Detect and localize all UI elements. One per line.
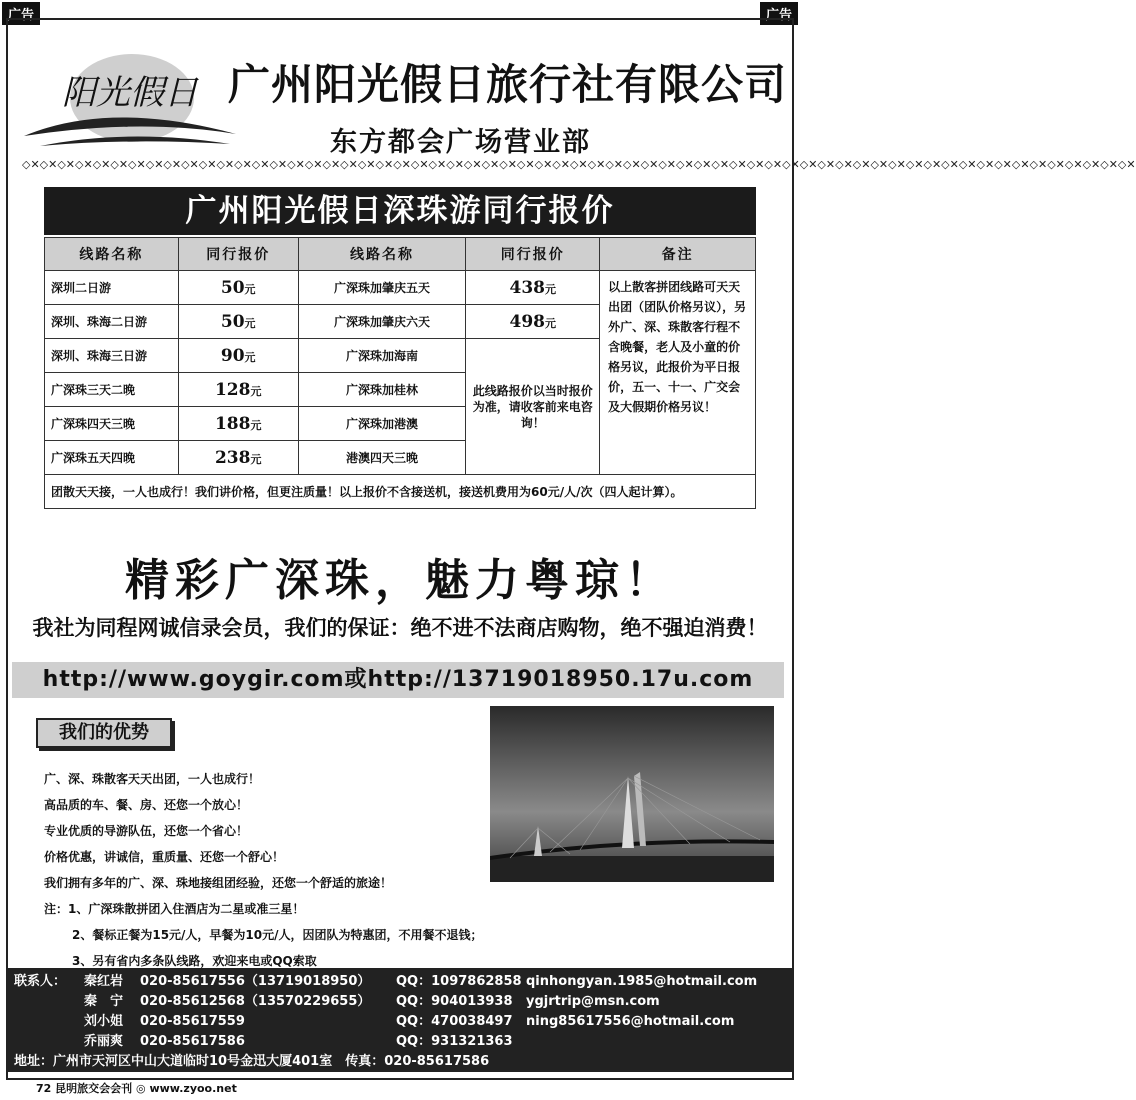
route-price: 90元 <box>178 339 298 373</box>
list-item: 广、深、珠散客天天出团，一人也成行！ <box>44 772 261 786</box>
table-row <box>45 271 756 305</box>
header-route-name: 线路名称 <box>45 238 179 271</box>
route-name: 广深珠五天四晚 <box>45 441 179 475</box>
advantages-title: 我们的优势 <box>36 718 172 748</box>
ad-tag-right: 广告 <box>760 2 798 25</box>
remark-cell: 以上散客拼团线路可天天出团（团队价格另议），另外广、深、珠散客行程不含晚餐，老人及小童的价格另议，此报价为平日报价，五一、十一、广交会及大假期价格另议！ <box>600 271 756 475</box>
contact-qq: QQ：1097862858 <box>396 974 522 989</box>
consult-note-cell: 此线路报价以当时报价为准，请收客前来电咨询！ <box>466 339 600 475</box>
route-name: 深圳二日游 <box>45 271 179 305</box>
price-table-title: 广州阳光假日深珠游同行报价 <box>44 187 756 235</box>
advantages-list <box>44 766 494 974</box>
contact-row <box>14 1032 786 1052</box>
promise-statement: 我社为同程网诚信录会员，我们的保证：绝不进不法商店购物，绝不强迫消费！ <box>32 616 768 640</box>
header-price: 同行报价 <box>178 238 298 271</box>
header-price-2: 同行报价 <box>466 238 600 271</box>
route-price: 438元 <box>466 271 600 305</box>
note-item: 注：1、广深珠散拼团入住酒店为二星或准三星！ <box>44 902 305 916</box>
contact-name: 刘小姐 <box>84 1014 124 1029</box>
contact-phone: 020-85617556（13719018950） <box>140 974 371 989</box>
list-item: 价格优惠，讲诚信，重质量、还您一个舒心！ <box>44 850 285 864</box>
decorative-divider: ◇✕◇✕◇✕◇✕◇✕◇✕◇✕◇✕◇✕◇✕◇✕◇✕◇✕◇✕◇✕◇✕◇✕◇✕◇✕◇✕◇✕◇✕◇✕◇✕◇✕◇✕◇✕◇✕◇✕◇✕◇✕◇✕◇✕◇✕◇✕◇✕◇✕◇✕◇✕◇✕◇✕◇✕◇✕◇✕◇✕◇✕◇✕◇✕◇✕◇✕◇✕◇✕◇✕◇✕◇✕◇✕◇✕◇✕◇✕◇✕◇✕◇✕◇✕ <box>22 158 1136 171</box>
page-number: 72 <box>36 1082 52 1095</box>
globe-icon: ◎ <box>136 1082 146 1095</box>
route-name: 深圳、珠海二日游 <box>45 305 179 339</box>
table-footer-row <box>45 475 756 509</box>
contact-qq: QQ：470038497 <box>396 1014 513 1029</box>
publication-name: 昆明旅交会会刊 <box>55 1082 133 1095</box>
contact-row <box>14 972 786 992</box>
route-price: 128元 <box>178 373 298 407</box>
contact-phone: 020-85617559 <box>140 1014 245 1029</box>
route-name: 港澳四天三晚 <box>298 441 466 475</box>
route-name: 广深珠三天二晚 <box>45 373 179 407</box>
website-url[interactable]: http://www.goygir.com或http://13719018950.17u.com <box>12 662 784 698</box>
contact-section <box>6 968 794 1072</box>
branch-name: 东方都会广场营业部 <box>330 127 591 158</box>
route-price: 50元 <box>178 271 298 305</box>
route-name: 广深珠加肇庆六天 <box>298 305 466 339</box>
table-header-row <box>45 238 756 271</box>
route-price: 238元 <box>178 441 298 475</box>
logo-text: 阳光假日 <box>62 73 198 113</box>
contact-qq: QQ：904013938 <box>396 994 513 1009</box>
contact-name: 秦 宁 <box>84 994 124 1009</box>
route-name: 广深珠加肇庆五天 <box>298 271 466 305</box>
route-price: 498元 <box>466 305 600 339</box>
contact-email[interactable]: qinhongyan.1985@hotmail.com <box>526 974 758 989</box>
contact-name: 秦红岩 <box>84 974 124 989</box>
note-item: 2、餐标正餐为15元/人，早餐为10元/人，因团队为特惠团，不用餐不退钱； <box>72 928 483 942</box>
contact-email[interactable]: ygjrtrip@msn.com <box>526 994 660 1009</box>
bridge-photo <box>490 706 774 882</box>
contact-label: 联系人： <box>14 974 67 989</box>
list-item: 高品质的车、餐、房、还您一个放心！ <box>44 798 249 812</box>
route-name: 深圳、珠海三日游 <box>45 339 179 373</box>
price-table <box>44 237 756 509</box>
route-name: 广深珠加桂林 <box>298 373 466 407</box>
contact-qq: QQ：931321363 <box>396 1034 513 1049</box>
address: 地址：广州市天河区中山大道临时10号金迅大厦401室 传真：020-85617586 <box>14 1054 490 1069</box>
note-item: 3、另有省内多条队线路，欢迎来电或QQ索取 <box>72 954 317 968</box>
contact-name: 乔丽爽 <box>84 1034 124 1049</box>
list-item: 我们拥有多年的广、深、珠地接组团经验，还您一个舒适的旅途！ <box>44 876 393 890</box>
ad-tag-left: 广告 <box>2 2 40 25</box>
company-name: 广州阳光假日旅行社有限公司 <box>228 60 788 109</box>
table-footer-note: 团散天天接，一人也成行！我们讲价格，但更注质量！以上报价不含接送机，接送机费用为60元/人/次（四人起计算）。 <box>45 475 756 509</box>
company-logo <box>20 48 240 152</box>
contact-phone: 020-85612568（13570229655） <box>140 994 371 1009</box>
route-name: 广深珠加港澳 <box>298 407 466 441</box>
contact-row <box>14 1012 786 1032</box>
contact-phone: 020-85617586 <box>140 1034 245 1049</box>
route-name: 广深珠四天三晚 <box>45 407 179 441</box>
list-item: 专业优质的导游队伍，还您一个省心！ <box>44 824 249 838</box>
contact-email[interactable]: ning85617556@hotmail.com <box>526 1014 735 1029</box>
route-price: 50元 <box>178 305 298 339</box>
footer-website[interactable]: www.zyoo.net <box>149 1082 237 1095</box>
page-footer <box>36 1080 237 1096</box>
contact-row <box>14 992 786 1012</box>
slogan: 精彩广深珠，魅力粤琼！ <box>125 555 675 606</box>
route-price: 188元 <box>178 407 298 441</box>
route-name: 广深珠加海南 <box>298 339 466 373</box>
header-route-name-2: 线路名称 <box>298 238 466 271</box>
address-row <box>14 1052 786 1072</box>
header-remark: 备注 <box>600 238 756 271</box>
